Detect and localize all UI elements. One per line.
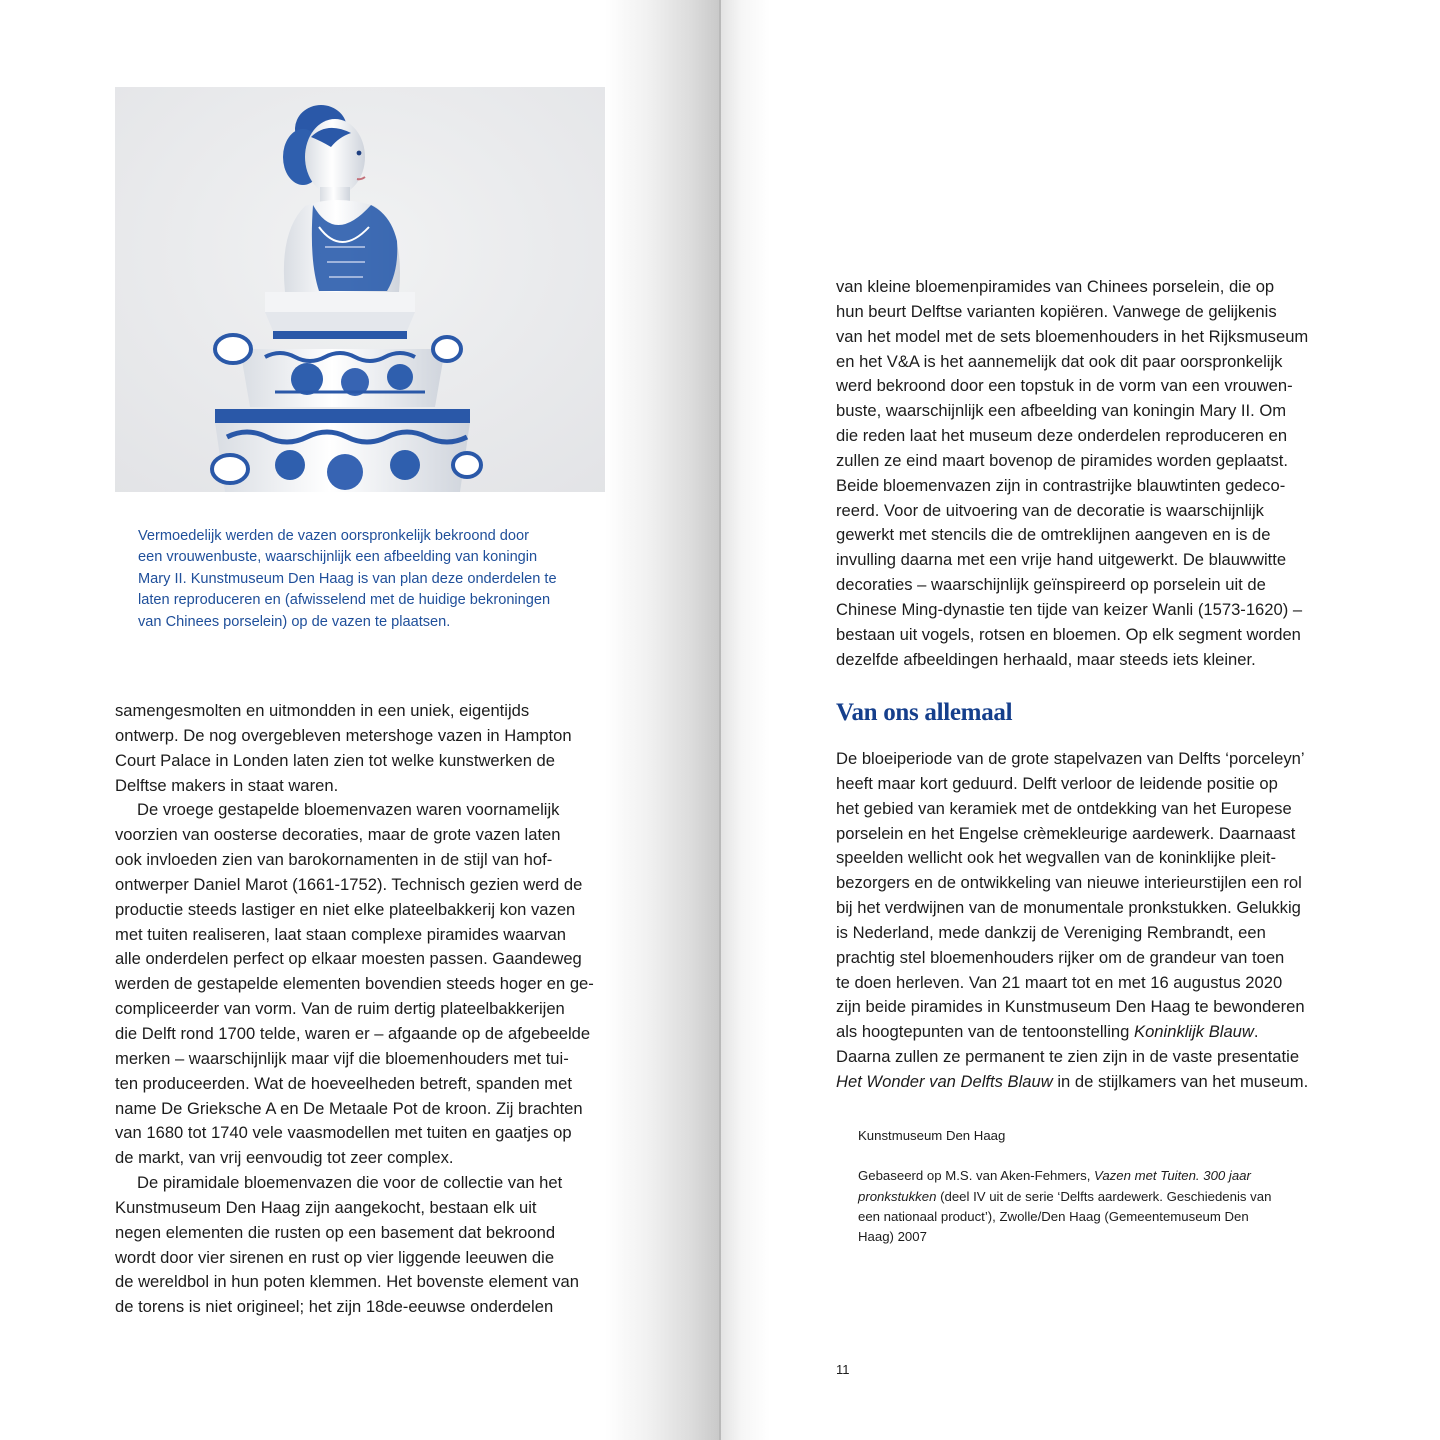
text-line (858, 1166, 1328, 1186)
text-line: Haag) 2007 (858, 1229, 927, 1245)
text-line: buste, waarschijnlijk een afbeelding van koningin Mary II. Om (836, 401, 1287, 421)
text-line (836, 1070, 1331, 1095)
text-line: De bloeiperiode van de grote stapelvazen van Delfts ‘porceleyn’ (836, 749, 1305, 768)
text-line: en het V&A is het aannemelijk dat ook dit paar oorspronkelijk (836, 351, 1283, 371)
text-line: De piramidale bloemenvazen die voor de collectie van het (137, 1173, 563, 1193)
text-line: Daarna zullen ze permanent te zien zijn in de vaste presentatie (836, 1047, 1300, 1067)
text-span: in de stijlkamers van het museum. (1052, 1071, 1309, 1091)
exhibition-title: Koninklijk Blauw (1134, 1022, 1254, 1042)
caption-line: Mary II. Kunstmuseum Den Haag is van plan deze onderdelen te (138, 570, 557, 587)
text-line: name De Grieksche A en De Metaale Pot de kroon. Zij brachten (115, 1098, 583, 1118)
text-span: als hoogtepunten van de tentoonstelling (836, 1022, 1134, 1042)
text-line: ten produceerden. Wat de hoeveelheden betreft, spanden met (115, 1073, 572, 1093)
text-line: decoraties – waarschijnlijk geïnspireerd op porselein uit de (836, 575, 1266, 595)
text-line: werd bekroond door een topstuk in de vorm van een vrouwen- (836, 376, 1293, 396)
text-line: Chinese Ming-dynastie ten tijde van keizer Wanli (1573-1620) – (836, 599, 1303, 619)
paragraph (115, 699, 610, 798)
text-line: zullen ze eind maart bovenop de piramides worden geplaatst. (836, 450, 1288, 470)
text-line: van kleine bloemenpiramides van Chinees porselein, die op (836, 277, 1275, 296)
right-column-text-top (836, 275, 1331, 673)
source-reference (858, 1166, 1328, 1247)
text-line: Court Palace in Londen laten zien tot welke kunstwerken de (115, 750, 556, 770)
text-line: prachtig stel bloemenhouders rijker om de grandeur van toen (836, 947, 1285, 967)
text-line: voorzien van oosterse decoraties, maar de grote vazen laten (115, 825, 561, 845)
text-line: samengesmolten en uitmondden in een uniek, eigentijds (115, 701, 530, 720)
text-line: ook invloeden zien van barokornamenten in de stijl van hof- (115, 850, 553, 870)
article-credit (858, 1126, 1328, 1247)
text-line: De vroege gestapelde bloemenvazen waren voornamelijk (137, 800, 560, 820)
caption-line: een vrouwenbuste, waarschijnlijk een afbeelding van koningin (138, 549, 538, 566)
text-line: de wereldbol in hun poten klemmen. Het bovenste element van (115, 1272, 579, 1292)
paragraph (115, 1171, 610, 1320)
paragraph (115, 798, 610, 1171)
text-line: bij het verdwijnen van de monumentale pronkstukken. Gelukkig (836, 898, 1301, 918)
text-line: met tuiten realiseren, laat staan complexe piramides waarvan (115, 924, 567, 944)
text-line: te doen herleven. Van 21 maart tot en met 16 augustus 2020 (836, 972, 1283, 992)
section-heading: Van ons allemaal (836, 699, 1013, 726)
credit-author: Kunstmuseum Den Haag (858, 1128, 1006, 1143)
caption-line: laten reproduceren en (afwisselend met de huidige bekroningen (138, 592, 551, 609)
text-line: merken – waarschijnlijk maar vijf die bloemenhouders met tui- (115, 1048, 569, 1068)
text-line: ontwerper Daniel Marot (1661-1752). Technisch gezien werd de (115, 874, 583, 894)
book-title: Vazen met Tuiten. 300 jaar (1094, 1168, 1251, 1184)
text-line: compliceerder van vorm. Van de ruim dertig plateelbakkerijen (115, 999, 565, 1019)
book-gutter (719, 0, 721, 1440)
text-span: (deel IV uit de serie ‘Delfts aardewerk. Geschiedenis van (936, 1188, 1272, 1204)
delft-vase-bust-photo (115, 87, 605, 492)
text-line: is Nederland, mede dankzij de Vereniging Rembrandt, een (836, 922, 1266, 942)
text-line: wordt door vier sirenen en rust op vier liggende leeuwen die (115, 1247, 555, 1267)
photo-caption (138, 526, 608, 633)
text-line: van het model met de sets bloemenhouders in het Rijksmuseum (836, 326, 1309, 346)
text-line: heeft maar kort geduurd. Delft verloor de leidende positie op (836, 773, 1278, 793)
text-line: negen elementen die rusten op een basement dat bekroond (115, 1222, 556, 1242)
text-line: Beide bloemenvazen zijn in contrastrijke blauwtinten gedeco- (836, 475, 1286, 495)
text-line: hun beurt Delftse varianten kopiëren. Vanwege de gelijkenis (836, 301, 1277, 321)
text-line: van 1680 tot 1740 vele vaasmodellen met tuiten en gaatjes op (115, 1123, 572, 1143)
right-column-text-bottom (836, 747, 1331, 1095)
text-line: productie steeds lastiger en niet elke plateelbakkerij kon vazen (115, 899, 576, 919)
text-line (858, 1187, 1328, 1207)
text-line: dezelfde afbeeldingen herhaald, maar steeds iets kleiner. (836, 649, 1256, 669)
text-line: bestaan uit vogels, rotsen en bloemen. Op elk segment worden (836, 624, 1301, 644)
text-line: speelden wellicht ook het wegvallen van de koninklijke pleit- (836, 848, 1276, 868)
text-line (836, 1020, 1331, 1045)
text-line: werden de gestapelde elementen bovendien steeds hoger en ge- (115, 974, 594, 994)
text-line: Delftse makers in staat waren. (115, 775, 339, 795)
text-span: . (1253, 1022, 1259, 1042)
text-line: gewerkt met stencils die de omtreklijnen aangeven en is de (836, 525, 1271, 545)
text-line: ontwerp. De nog overgebleven metershoge vazen in Hampton (115, 725, 572, 745)
text-line: het gebied van keramiek met de ontdekking van het Europese (836, 798, 1292, 818)
text-line: de markt, van vrij eenvoudig tot zeer complex. (115, 1148, 454, 1168)
text-line: Kunstmuseum Den Haag zijn aangekocht, bestaan elk uit (115, 1197, 537, 1217)
text-line: alle onderdelen perfect op elkaar moesten passen. Gaandeweg (115, 949, 582, 969)
text-line: die reden laat het museum deze onderdelen reproduceren en (836, 426, 1288, 446)
text-line: reerd. Voor de uitvoering van de decoratie is waarschijnlijk (836, 500, 1264, 520)
text-line: zijn beide piramides in Kunstmuseum Den Haag te bewonderen (836, 997, 1305, 1017)
presentation-title: Het Wonder van Delfts Blauw (836, 1071, 1053, 1091)
text-span: Gebaseerd op M.S. van Aken-Fehmers, (858, 1168, 1095, 1184)
left-column-text (115, 699, 610, 1320)
text-line: invulling daarna met een vrije hand uitgewerkt. De blauwwitte (836, 550, 1287, 570)
text-line: de torens is niet origineel; het zijn 18de-eeuwse onderdelen (115, 1297, 554, 1317)
text-line: die Delft rond 1700 telde, waren er – afgaande op de afgebeelde (115, 1023, 591, 1043)
book-title: pronkstukken (858, 1188, 937, 1204)
caption-line: Vermoedelijk werden de vazen oorspronkelijk bekroond door (138, 528, 530, 544)
caption-line: van Chinees porselein) op de vazen te plaatsen. (138, 613, 451, 630)
text-line: porselein en het Engelse crèmekleurige aardewerk. Daarnaast (836, 823, 1296, 843)
text-line: bezorgers en de ontwikkeling van nieuwe interieurstijlen een rol (836, 873, 1302, 893)
page-number: 11 (836, 1362, 850, 1377)
text-line: een nationaal product’), Zwolle/Den Haag (Gemeentemuseum Den (858, 1208, 1249, 1224)
